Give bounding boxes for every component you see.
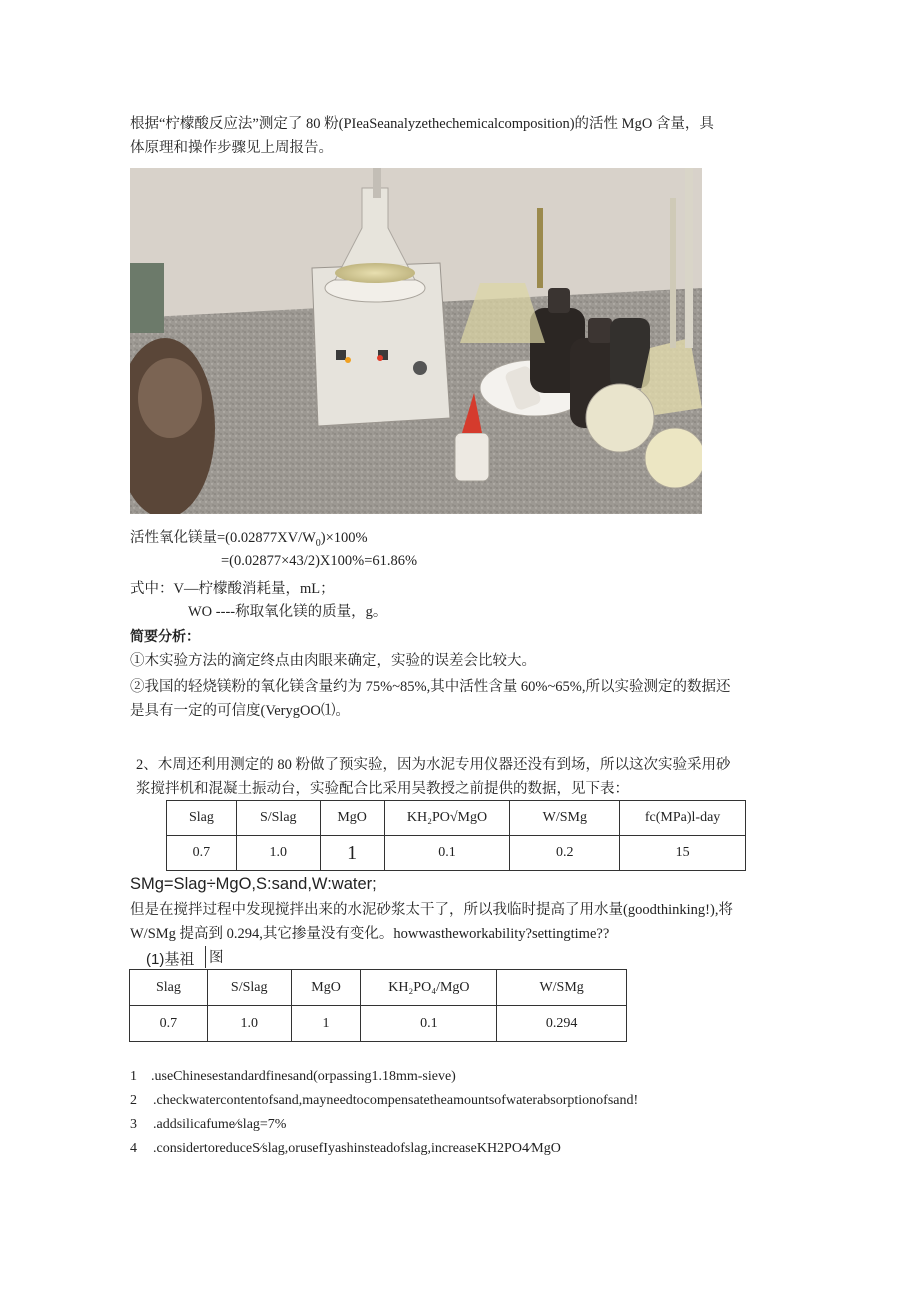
smg-definition: SMg=Slag÷MgO,S:sand,W:water; [130,875,377,893]
table-2-cell: 0.1 [361,1006,497,1042]
table-2-cell: 1 [291,1006,361,1042]
suggestion-text: .useChinesestandardfinesand(orpassing1.18mm-sieve) [151,1069,456,1084]
suggestion-text: .considertoreduceS∕slag,orusefIyashinsteadofslag,increaseKH2PO4∕MgO [153,1141,561,1156]
table-1-cell: 0.7 [167,836,237,871]
suggestion-text: .addsilicafume∕slag=7% [153,1117,287,1132]
table-1-data-row [167,836,746,871]
table-2-cell: 1.0 [207,1006,291,1042]
section2-line-2: 浆搅拌机和混凝土振动台，实验配合比采用吴教授之前提供的数据，见下表： [136,781,629,797]
formula-line-1-suffix: )×100% [320,530,368,546]
table-1-cell: 1 [320,836,384,871]
formula-line-1-subscript: 0 [315,537,321,549]
section2-line-1: 2、木周还利用测定的 80 粉做了预实验，因为水泥专用仪器还没有到场，所以这次实验采用砂 [136,757,731,773]
suggestion-item-3 [130,1113,286,1137]
group-label-divider [205,946,206,968]
analysis-item-2-line-1: ②我国的轻烧镁粉的氧化镁含量约为 75%~85%,其中活性含量 60%~65%,所以实验测定的数据还 [130,679,731,695]
suggestion-number: 2 [130,1093,137,1108]
table-2-header-cell: Slag [130,970,208,1006]
suggestion-text: .checkwatercontentofsand,mayneedtocompensatetheamountsofwaterabsorptionofsand! [153,1093,639,1108]
table-1-cell: 0.2 [510,836,620,871]
analysis-item-1: ①木实验方法的滴定终点由肉眼来确定，实验的误差会比较大。 [130,653,536,669]
legend-line-1: 式中：V—柠檬酸消耗量，mL； [130,581,335,597]
mix-ratio-table-2 [129,969,627,1042]
table-2-header-row [130,970,627,1006]
table-1-header-cell: Slag [167,801,237,836]
change-line-2: W/SMg 提高到 0.294,其它掺量没有变化。howwastheworkability?settingtime?? [130,926,610,942]
table-1-header-cell: KH₂PO√MgO [384,801,510,836]
table-2-cell: 0.294 [497,1006,627,1042]
table-1-header-row [167,801,746,836]
suggestion-number: 3 [130,1117,137,1132]
legend-line-2: WO ----称取氧化镁的质量，g。 [188,604,388,620]
analysis-item-2-line-2: 是具有一定的可信度(VerygOO⑴。 [130,703,350,719]
change-line-1: 但是在搅拌过程中发现搅拌出来的水泥砂浆太干了，所以我临时提高了用水量(goodthinking!),将 [130,902,733,918]
table-1-header-cell: MgO [320,801,384,836]
intro-line-2: 体原理和操作步骤见上周报告。 [130,140,333,156]
formula-line-1-prefix: 活性氧化镁量=(0.02877XV/W [130,530,316,546]
formula-line-2: =(0.02877×43/2)X100%=61.86% [221,553,418,569]
suggestion-number: 4 [130,1141,137,1156]
table-1-cell: 1.0 [236,836,320,871]
suggestion-item-2 [130,1089,638,1113]
table-2-header-cell: KH₂PO₄/MgO [361,970,497,1006]
analysis-heading: 简要分析： [130,628,200,644]
suggestion-item-4 [130,1137,561,1161]
intro-line-1: 根据“柠檬酸反应法”测定了 80 粉(PIeaSeanalyzethechemicalcomposition)的活性 MgO 含量，具 [130,116,714,132]
table-1-header-cell: W/SMg [510,801,620,836]
suggestion-number: 1 [130,1069,137,1084]
table-2-data-row [130,1006,627,1042]
table-2-header-cell: MgO [291,970,361,1006]
table-1-cell: 15 [620,836,746,871]
group-label-prefix: (1)基祖 [146,951,195,968]
table-1-header-cell: fc(MPa)l-day [620,801,746,836]
table-2-header-cell: S/Slag [207,970,291,1006]
lab-photo [130,168,702,514]
mix-ratio-table-1 [166,800,746,871]
table-1-cell: 0.1 [384,836,510,871]
group-label-suffix: 图 [209,950,224,966]
table-1-header-cell: S/Slag [236,801,320,836]
table-2-header-cell: W/SMg [497,970,627,1006]
suggestion-item-1 [130,1065,456,1089]
table-2-cell: 0.7 [130,1006,208,1042]
